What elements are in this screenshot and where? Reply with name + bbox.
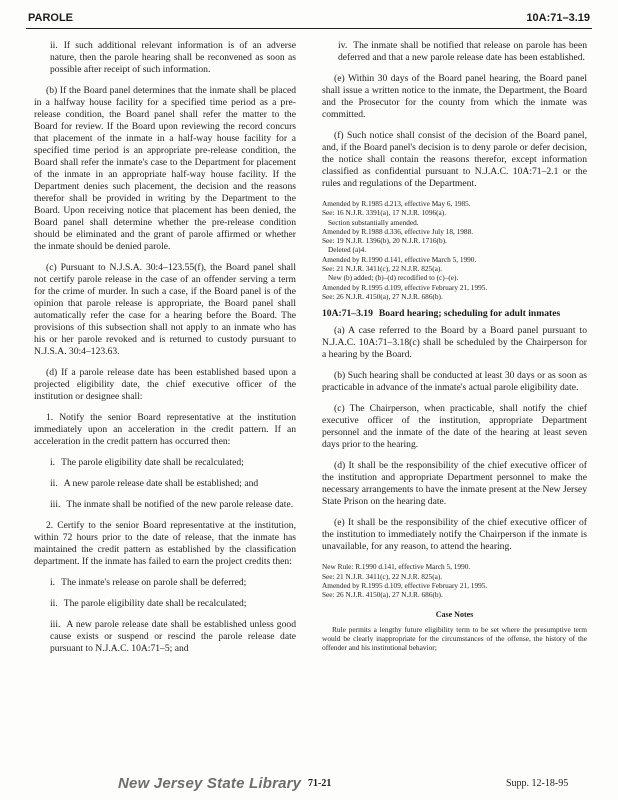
paragraph: (d) It shall be the responsibility of the chief executive officer of the institution and appropriate Department personnel to make the necessary arrangements to have the inmate present at the New Jersey State Prison on the hearing date. <box>322 460 587 508</box>
case-notes-text: Rule permits a lengthy future eligibility term to be set where the presumptive term would be clearly inappropriate for the circumstances of the offense, the history of the offender and his institutional behavior; <box>322 625 587 653</box>
paragraph: iii. The inmate shall be notified of the new parole release date. <box>50 499 294 510</box>
library-stamp: New Jersey State Library <box>118 775 302 792</box>
history-note: Amended by R.1985 d.213, effective May 6, 1985. See: 16 N.J.R. 3391(a), 17 N.J.R. 1096(a). Section substantially amended. Amended by R.1988 d.336, effective July 18, 1988. See: 19 N.J.R. 1396(b), 20 N.J.R. 1716(b). Deleted (a)4. Amended by R.1990 d.141, effective March 5, 1990. See: 21 N.J.R. 3411(c), 22 N.J.R. 825(a). New (b) added; (b)–(d) recodified to (c)–(e). Amended by R.1995 d.109, effective February 21, 1995. See: 26 N.J.R. 4150(a), 27 N.J.R. 686(b). <box>322 199 488 301</box>
paragraph: (e) It shall be the responsibility of the chief executive officer of the institution to immediately notify the Chairperson if the inmate is unavailable, for any reason, to attend the hearing. <box>322 517 587 553</box>
paragraph: ii. A new parole release date shall be established; and <box>50 478 259 489</box>
paragraph: (f) Such notice shall consist of the decision of the Board panel, and, if the Board panel's decision is to deny parole or defer decision, the notice shall contain the reasons therefor, except information classified as confidential pursuant to N.J.A.C. 10A:71–2.1 or the rules and regulations of the Department. <box>322 130 587 189</box>
paragraph: (c) Pursuant to N.J.S.A. 30:4–123.55(f), the Board panel shall not certify parole release in the case of an offender serving a term for the crime of murder. In such a case, if the Board panel is of the opinion that parole release is appropriate, the Board panel shall automatically refer the case for a hearing before the Board. The provisions of this subsection shall not apply to an inmate who has his or her parole revoked and is returned to custody pursuant to N.J.S.A. 30:4–123.63. <box>34 262 296 357</box>
paragraph: (c) The Chairperson, when practicable, shall notify the chief executive officer of the institution, appropriate Department personnel and the inmate of the date of the hearing at least seven days prior to the hearing. <box>322 403 587 451</box>
section-heading: 10A:71–3.19 Board hearing; scheduling for adult inmates <box>322 308 561 320</box>
paragraph: (d) If a parole release date has been established based upon a projected eligibility date, the chief executive officer of the institution or designee shall: <box>34 367 296 402</box>
case-notes-title: Case Notes <box>435 610 474 620</box>
page-number: 71-21 <box>308 778 332 789</box>
paragraph: (b) If the Board panel determines that the inmate shall be placed in a halfway house facility for a specified time period as a pre-release condition, the Board panel shall refer the matter to the Board for review. If the Board upon reviewing the record concurs that placement of the inmate in a half-way house facility for a specified time period is an appropriate pre-release condition, the Board shall refer the inmate's case to the Department for placement of the inmate in an appropriate half-way house facility. If the Department denies such placement, the decision and the reasons therefor shall be provided in writing by the Department to the Board. Upon receiving notice that placement has been denied, the Board panel shall determine whether the pre-release condition should be eliminated and the grant of parole affirmed or whether the inmate should be denied parole. <box>34 85 297 252</box>
left-column <box>34 40 296 664</box>
paragraph: (e) Within 30 days of the Board panel hearing, the Board panel shall issue a written notice to the inmate, the Department, the Board and the Prosecutor for the county from which the inmate was committed. <box>322 73 588 120</box>
paragraph: ii. The parole eligibility date shall be recalculated; <box>50 598 247 609</box>
page-header <box>26 6 592 29</box>
paragraph: 1. Notify the senior Board representative at the institution immediately upon an acceleration in the credit pattern. If an acceleration in the credit pattern has occurred then: <box>34 412 297 447</box>
running-head-title: PAROLE <box>28 12 74 24</box>
paragraph: i. The parole eligibility date shall be recalculated; <box>50 457 244 468</box>
history-note: New Rule: R.1990 d.141, effective March 5, 1990. See: 21 N.J.R. 3411(c), 22 N.J.R. 825(a). Amended by R.1995 d.109, effective February 21, 1995. See: 26 N.J.R. 4150(a), 27 N.J.R. 686(b). <box>322 562 488 600</box>
paragraph: (b) Such hearing shall be conducted at least 30 days or as soon as practicable in advance of the inmate's actual parole eligibility date. <box>322 370 587 394</box>
paragraph: ii. If such additional relevant information is of an adverse nature, then the parole hearing shall be reconvened as soon as possible after receipt of such information. <box>50 40 296 75</box>
page-footer <box>0 770 618 794</box>
supplement-date: Supp. 12-18-95 <box>506 778 569 789</box>
paragraph: iii. A new parole release date shall be established unless good cause exists or suspend or rescind the parole release date pursuant to N.J.A.C. 10A:71–5; and <box>50 619 296 654</box>
paragraph: i. The inmate's release on parole shall be deferred; <box>50 577 247 588</box>
paragraph: (a) A case referred to the Board by a Board panel pursuant to N.J.A.C. 10A:71–3.18(c) shall be scheduled by the Chairperson for a hearing by the Board. <box>322 325 588 361</box>
right-column <box>322 40 587 661</box>
running-head-code: 10A:71–3.19 <box>526 12 590 24</box>
paragraph: iv. The inmate shall be notified that release on parole has been deferred and that a new parole release date has been established. <box>338 40 587 63</box>
paragraph: 2. Certify to the senior Board representative at the institution, within 72 hours prior to the date of release, that the inmate has maintained the credit pattern as established by the classification department. If the inmate has failed to earn the project credits then: <box>34 520 296 567</box>
